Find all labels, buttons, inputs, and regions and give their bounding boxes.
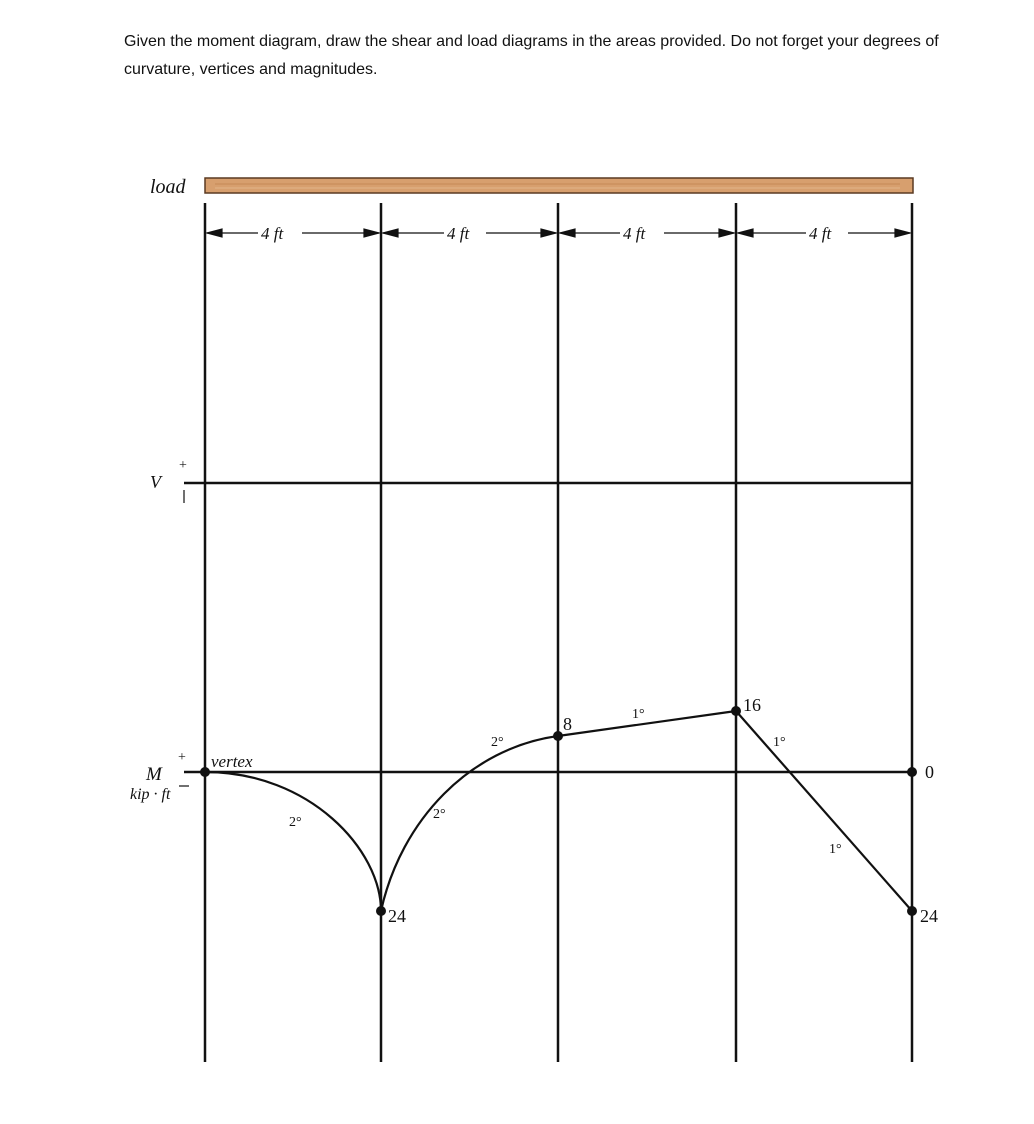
vertex-label: vertex bbox=[211, 752, 253, 771]
span-label-1: 4 ft bbox=[261, 224, 284, 243]
vertical-grid-lines bbox=[205, 203, 912, 1062]
moment-value-8ft: 8 bbox=[563, 714, 572, 734]
moment-point-16ft-bottom bbox=[907, 906, 917, 916]
shear-label: V bbox=[150, 472, 161, 492]
moment-line-seg3 bbox=[558, 711, 736, 736]
moment-units-label: kip · ft bbox=[130, 786, 171, 803]
instructions-text: Given the moment diagram, draw the shear and load diagrams in the areas provided. Do not forget your degrees of curvature, vertices and magnitudes. bbox=[124, 33, 939, 78]
beam-bar bbox=[205, 178, 913, 193]
span-label-3: 4 ft bbox=[623, 224, 646, 243]
moment-value-12ft: 16 bbox=[743, 695, 761, 715]
moment-point-8ft bbox=[553, 731, 563, 741]
moment-point-16ft-top bbox=[907, 767, 917, 777]
shear-plus-sign: + bbox=[179, 458, 187, 473]
moment-value-16ft-bottom: 24 bbox=[920, 906, 938, 926]
moment-value-4ft: 24 bbox=[388, 906, 406, 926]
moment-point-12ft bbox=[731, 706, 741, 716]
moment-line-seg4 bbox=[736, 711, 912, 911]
seg1-degree: 2° bbox=[289, 815, 302, 830]
seg4a-degree: 1° bbox=[773, 735, 786, 750]
moment-plus-sign: + bbox=[178, 750, 186, 765]
seg2a-degree: 2° bbox=[433, 807, 446, 822]
moment-point-4ft bbox=[376, 906, 386, 916]
moment-curve-seg2 bbox=[381, 736, 558, 911]
seg3-degree: 1° bbox=[632, 707, 645, 722]
moment-label: M bbox=[146, 764, 162, 785]
seg4b-degree: 1° bbox=[829, 842, 842, 857]
load-label: load bbox=[150, 176, 186, 198]
moment-curve-seg1 bbox=[205, 772, 381, 911]
span-label-4: 4 ft bbox=[809, 224, 832, 243]
span-label-2: 4 ft bbox=[447, 224, 470, 243]
moment-value-16ft-top: 0 bbox=[925, 762, 934, 782]
seg2b-degree: 2° bbox=[491, 735, 504, 750]
moment-point-0ft bbox=[200, 767, 210, 777]
